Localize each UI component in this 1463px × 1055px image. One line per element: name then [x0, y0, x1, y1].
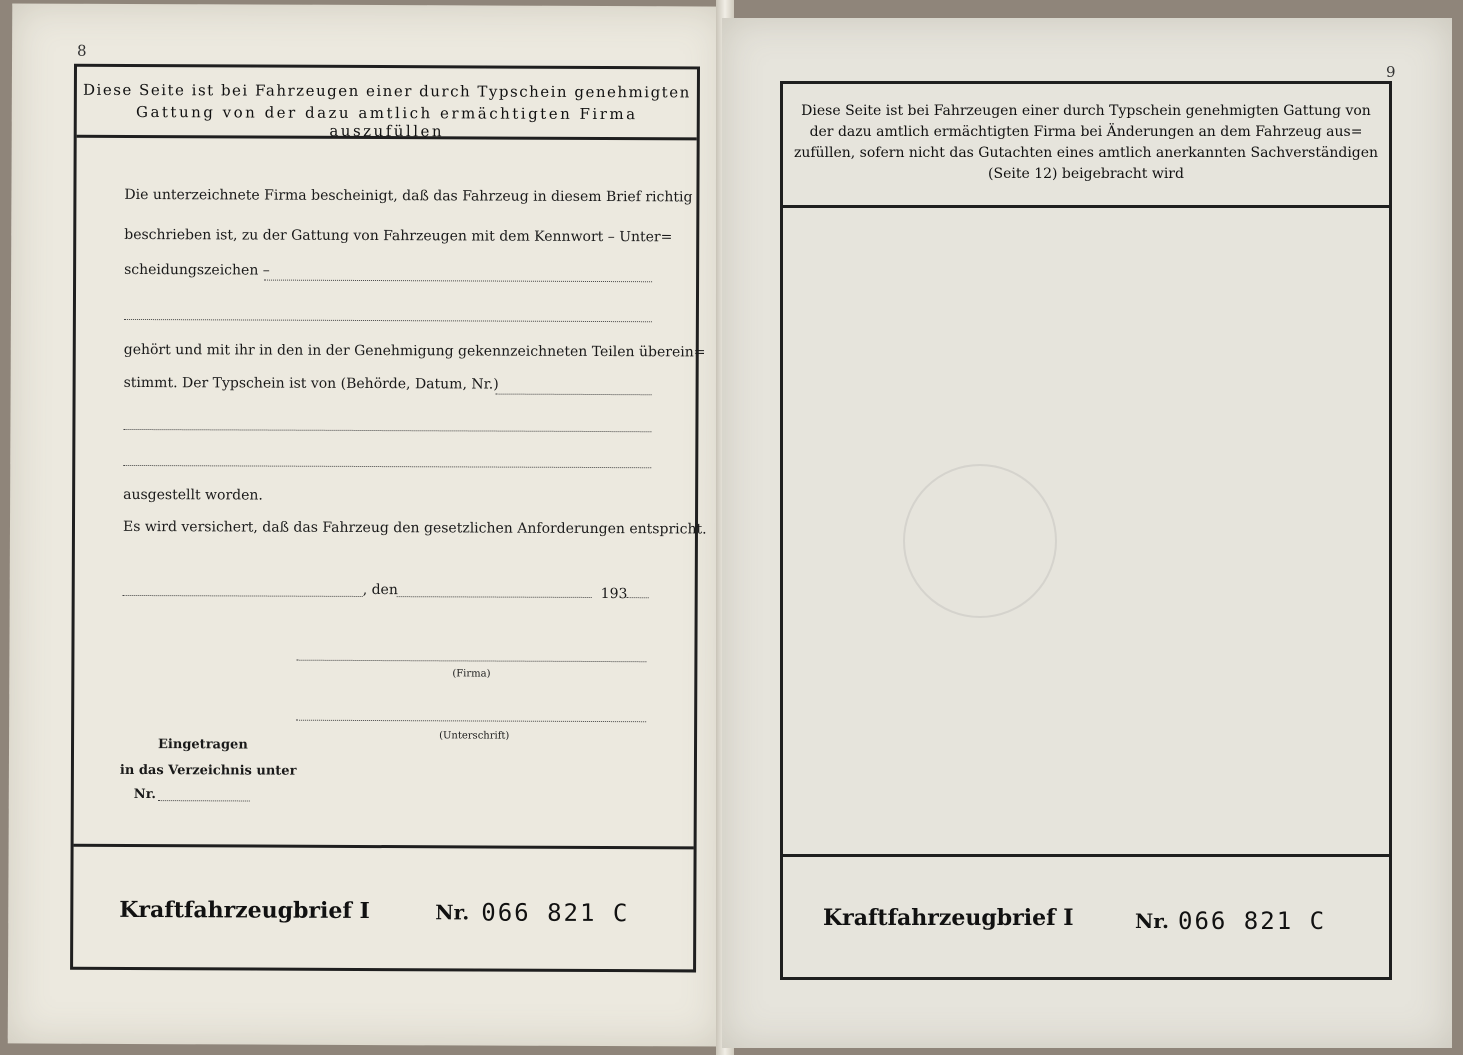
- left-text-p1-l2: beschrieben ist, zu der Gattung von Fahrzeugen mit dem Kennwort – Unter=: [124, 226, 673, 246]
- left-text-p4: Es wird versichert, daß das Fahrzeug den gesetzlichen Anforderungen entspricht.: [122, 518, 707, 538]
- right-nr-value: 066 821 C: [1178, 907, 1327, 935]
- left-text-p1-l3: scheidungszeichen –: [124, 261, 270, 279]
- place-line: [123, 595, 363, 597]
- left-header-line1: Diese Seite ist bei Fahrzeugen einer durch Typschein genehmigten: [82, 80, 691, 102]
- right-header-line3: zufüllen, sofern nicht das Gutachten eines amtlich anerkannten Sachverständigen: [793, 145, 1379, 161]
- typschein-line-1: [496, 394, 652, 396]
- left-header-line2: Gattung von der dazu amtlich ermächtigten Firma auszufüllen: [135, 102, 638, 141]
- right-header-line1: Diese Seite ist bei Fahrzeugen einer durch Typschein genehmigten Gattung von: [801, 103, 1371, 119]
- reg-line1: Eingetragen: [158, 737, 248, 753]
- firma-line: [296, 660, 646, 663]
- left-nr-value: 066 821 C: [481, 898, 630, 928]
- reg-nr-line: [158, 800, 250, 801]
- year-line: [627, 597, 649, 598]
- unterschrift-line: [296, 720, 646, 723]
- left-form-frame: [70, 64, 707, 973]
- typschein-line-2: [123, 429, 651, 432]
- left-header: [77, 67, 697, 141]
- left-nr-label: Nr.: [435, 900, 470, 925]
- right-form-frame: [780, 81, 1392, 980]
- left-brief-title: Kraftfahrzeugbrief I: [119, 896, 370, 925]
- left-text-p1-l1: Die unterzeichnete Firma bescheinigt, daß das Fahrzeug in diesem Brief richtig: [124, 186, 693, 206]
- kennwort-line-1: [264, 280, 652, 283]
- page-number-right: 9: [1386, 63, 1396, 81]
- date-line: [397, 596, 592, 598]
- right-page: [722, 18, 1452, 1048]
- right-nr-label: Nr.: [1135, 909, 1169, 933]
- left-text-p3: ausgestellt worden.: [123, 486, 263, 504]
- left-text-p2-l2: stimmt. Der Typschein ist von (Behörde, Datum, Nr.): [123, 374, 499, 393]
- right-footer: [783, 854, 1389, 977]
- date-den-label: , den: [362, 581, 398, 599]
- right-brief-title: Kraftfahrzeugbrief I: [823, 905, 1074, 931]
- page-number-left: 8: [77, 41, 87, 60]
- kennwort-line-2: [124, 319, 652, 322]
- faint-stamp: [903, 464, 1057, 618]
- typschein-line-3: [123, 465, 651, 468]
- left-footer: [73, 844, 694, 970]
- right-header-line4: (Seite 12) beigebracht wird: [988, 166, 1184, 182]
- date-year-label: 193: [600, 586, 628, 603]
- left-page: [8, 3, 728, 1046]
- reg-line3: Nr.: [133, 786, 156, 803]
- reg-line2: in das Verzeichnis unter: [119, 762, 297, 779]
- left-text-p2-l1: gehört und mit ihr in den in der Genehmigung gekennzeichneten Teilen überein=: [123, 341, 706, 361]
- right-header-line2: der dazu amtlich ermächtigten Firma bei Änderungen an dem Fahrzeug aus=: [809, 124, 1363, 140]
- unterschrift-label: (Unterschrift): [439, 730, 510, 742]
- firma-label: (Firma): [452, 668, 491, 680]
- right-header: [783, 84, 1389, 208]
